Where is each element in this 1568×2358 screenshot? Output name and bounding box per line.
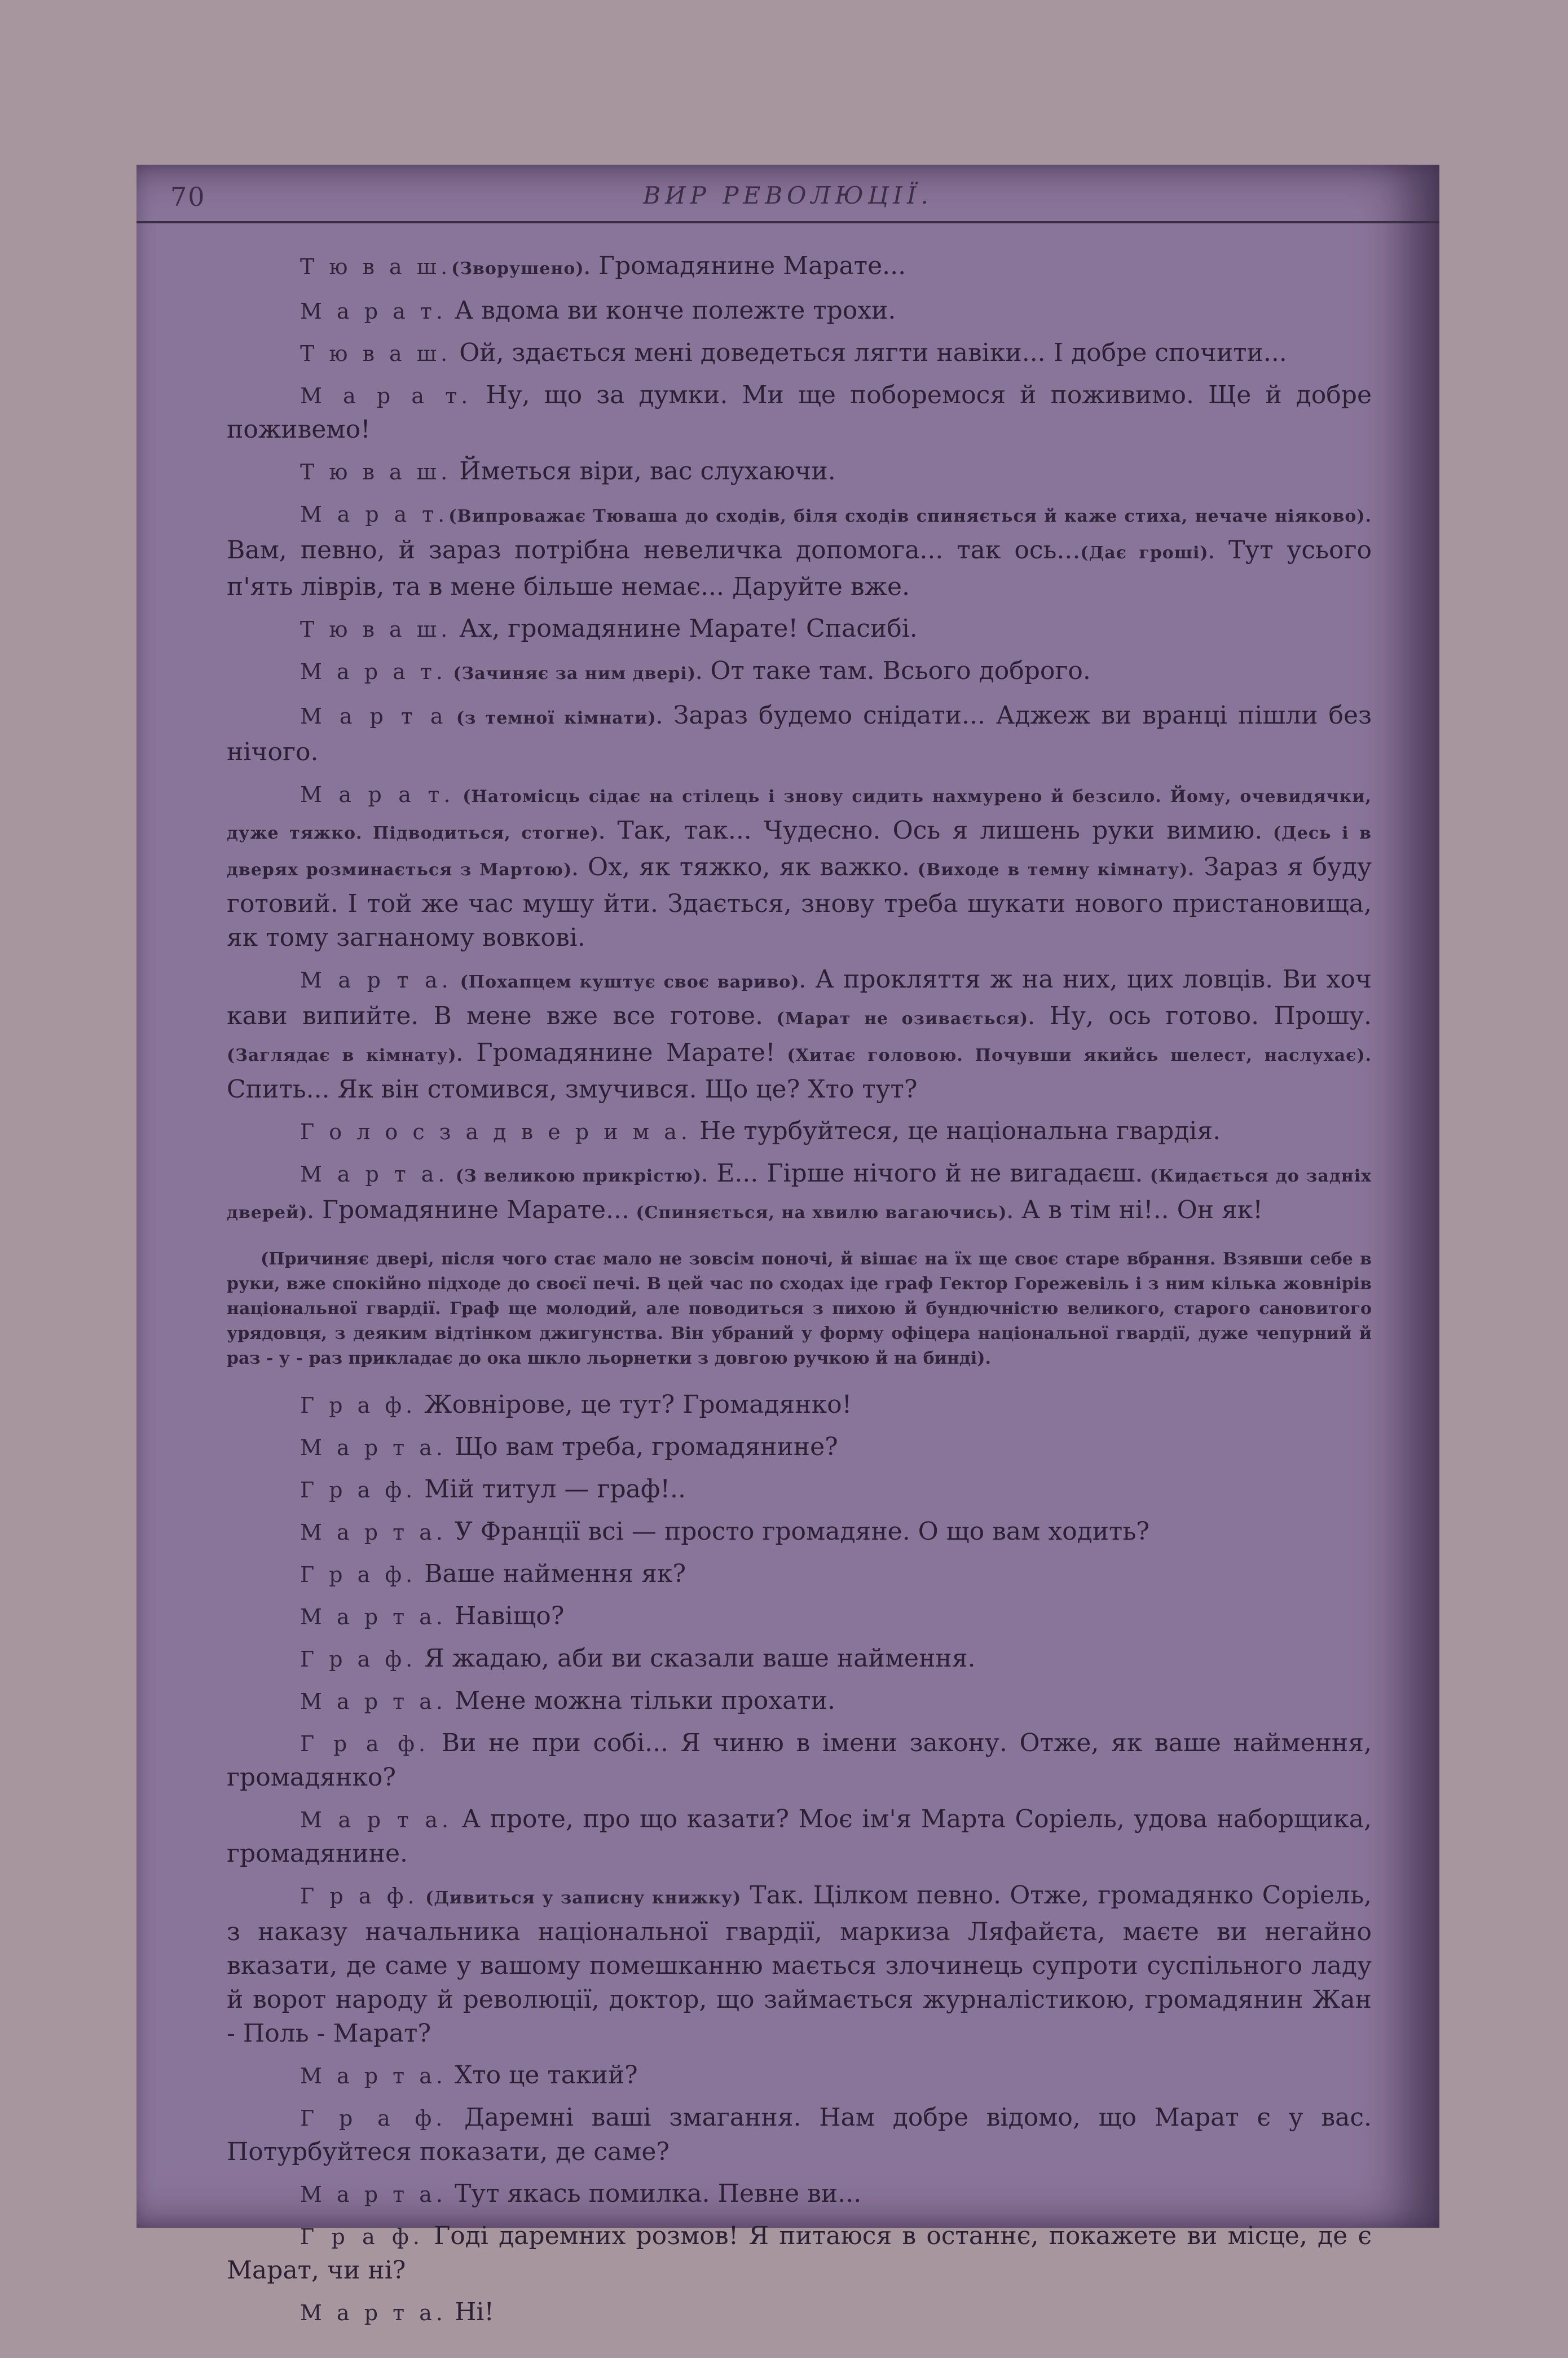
dialogue-line	[227, 1684, 1372, 1718]
speech-text: От таке там. Всього доброго.	[702, 656, 1091, 685]
dialogue-line	[227, 455, 1372, 489]
speaker-name: М а р т а.	[300, 1689, 447, 1714]
dialogue-line	[227, 1802, 1372, 1871]
speaker-name: Т ю в а ш.	[300, 617, 452, 642]
speech-text: Ну, ось готово. Прошу.	[1034, 1002, 1372, 1030]
speech-text: Навіщо?	[446, 1602, 565, 1630]
speech-text: Жовнірове, це тут? Громадянко!	[416, 1390, 852, 1419]
dialogue-line	[227, 249, 1372, 286]
speech-text: У Франції всі — просто громадяне. О що вам ходить?	[446, 1517, 1149, 1546]
speech-text: А в тім ні!.. Он як!	[1013, 1196, 1263, 1224]
stage-remark: (Випроважає Тюваша до сходів, біля сходів спиняється й каже стиха, нечаче ніяково).	[448, 506, 1372, 526]
speech-text: Мій титул — граф!..	[416, 1475, 686, 1504]
speaker-name: М а р а т.	[300, 782, 455, 807]
speech-text: Тут усього п'ять ліврів, та в мене більше немає... Даруйте вже.	[227, 536, 1372, 601]
stage-remark: (з темної кімнати).	[447, 708, 663, 728]
speaker-name: Т ю в а ш.	[300, 460, 452, 484]
dialogue-line	[227, 612, 1372, 646]
stage-remark: (З великою прикрістю).	[448, 1166, 708, 1186]
speaker-name: Г р а ф.	[300, 1393, 417, 1418]
speech-text: А проте, про що казати? Моє ім'я Марта Соріель, удова наборщика, громадянине.	[227, 1805, 1372, 1868]
dialogue-line	[227, 777, 1372, 955]
speech-text: Ні!	[446, 2298, 495, 2326]
speech-text: Так, так... Чудесно. Ось я лишень руки вимию.	[605, 816, 1263, 845]
speaker-name: Г р а ф.	[300, 1884, 419, 1909]
speaker-name: М а р т а.	[300, 968, 452, 993]
header-rule	[136, 221, 1439, 223]
speech-text: Даремні ваші змагання. Нам добре відомо, що Марат є у вас. Потурбуйтеся показати, де саме?	[227, 2103, 1372, 2166]
stage-remark: (Дивиться у записну книжку)	[418, 1888, 742, 1908]
dialogue-block-2	[227, 1388, 1372, 2330]
speaker-name: Г р а ф.	[300, 1562, 417, 1587]
dialogue-line	[227, 1473, 1372, 1507]
speech-text: Е... Гірше нічого й не вигадаєш.	[708, 1159, 1143, 1188]
stage-remark: (Заглядає в кімнату).	[227, 1046, 464, 1065]
speaker-name: Г р а ф.	[300, 2106, 447, 2131]
page-header	[136, 165, 1439, 221]
speaker-name: М а р т а.	[300, 1605, 447, 1629]
speech-text: А прокляття ж на них, цих ловців. Ви хоч кави випийте. В мене вже все готове.	[227, 965, 1372, 1030]
speaker-name: М а р т а.	[300, 1435, 447, 1460]
dialogue-line	[227, 2295, 1372, 2330]
page-number: 70	[170, 182, 206, 212]
dialogue-line	[227, 2177, 1372, 2211]
speaker-name: Г р а ф.	[300, 2224, 424, 2249]
dialogue-line	[227, 963, 1372, 1107]
dialogue-line	[227, 699, 1372, 769]
stage-remark: (Похапцем куштує своє вариво).	[452, 972, 806, 992]
speech-text: Ах, громадянине Марате! Спасибі.	[451, 614, 918, 643]
speech-text: Зараз будемо снідати... Аджеж ви вранці пішли без нічого.	[227, 701, 1372, 766]
dialogue-line	[227, 1157, 1372, 1230]
speech-text: Хто це такий?	[446, 2061, 638, 2090]
speech-text: Громадянине Марате!	[463, 1038, 776, 1067]
speaker-name: М а р т а	[300, 704, 447, 729]
speaker-name: М а р т а.	[300, 1520, 447, 1545]
dialogue-line	[227, 1726, 1372, 1795]
running-title: ВИР РЕВОЛЮЦІЇ.	[643, 182, 933, 209]
speech-text: Ой, здається мені доведеться лягти навіки... І добре спочити...	[451, 338, 1287, 367]
speaker-name: М а р а т.	[300, 659, 447, 684]
speaker-name: М а р т а.	[300, 2182, 447, 2207]
speaker-name: М а р т а.	[300, 2300, 447, 2325]
stage-remark: (Кидається до задніх дверей).	[227, 1166, 1372, 1223]
speech-text: Вам, певно, й зараз потрібна невеличка допомога... так ось...	[227, 536, 1081, 565]
speaker-name: М а р а т.	[300, 299, 447, 324]
dialogue-block-1	[227, 249, 1372, 1230]
speech-text: Тут якась помилка. Певне ви...	[446, 2179, 862, 2208]
dialogue-line	[227, 294, 1372, 328]
dialogue-line	[227, 1430, 1372, 1465]
speech-text: Годі даремних розмов! Я питаюся в останнє, покажете ви місце, де є Марат, чи ні?	[227, 2222, 1372, 2285]
speaker-name: М а р а т.	[300, 502, 449, 527]
speaker-name: Г р а ф.	[300, 1731, 430, 1756]
speaker-name: Т ю в а ш.	[300, 341, 452, 366]
stage-remark: (Хитає головою. Почувши якийсь шелест, наслухає).	[775, 1046, 1372, 1065]
speaker-name: Г о л о с з а д в е р и м а.	[300, 1120, 691, 1144]
speech-text: Громадянине Марате...	[591, 252, 906, 280]
speaker-name: Т ю в а ш.	[300, 254, 452, 279]
page-body	[227, 249, 1372, 2338]
speech-text: Я жадаю, аби ви сказали ваше наймення.	[416, 1644, 976, 1673]
stage-remark: (Дає гроші).	[1080, 543, 1215, 563]
dialogue-line	[227, 2219, 1372, 2288]
stage-remark: (Натомісць сідає на стілець і знову сидить нахмурено й безсило. Йому, очевидячки, дуже тяжко. Підводиться, стогне).	[227, 787, 1372, 843]
dialogue-line	[227, 654, 1372, 691]
dialogue-line	[227, 1114, 1372, 1149]
speech-text: Спить... Як він стомився, змучився.	[227, 1075, 697, 1104]
stage-direction: (Причиняє двері, після чого стає мало не зовсім поночі, й вішає на їх ще своє старе вбрання. Взявши себе в руки, вже спокійно підходе до своєї печі. В цей час по сходах іде граф Гектор Горежевіль і з ним кілька жовнірів національної гвардії. Граф ще молодий, але поводиться з пихою й бундючністю великого, старого сановитого урядовця, з деяким відтінком джигунства. Він убраний у форму офіцера національної гвардії, дуже чепурний й раз - у - раз прикладає до ока шкло льорнетки з довгою ручкою й на бинді).	[227, 1249, 1372, 1368]
speech-text: Йметься віри, вас слухаючи.	[451, 457, 836, 486]
speech-text: Мене можна тільки прохати.	[446, 1686, 835, 1715]
dialogue-line	[227, 1599, 1372, 1634]
speech-text: Ну, що за думки. Ми ще поборемося й поживимо. Ще й добре поживемо!	[227, 381, 1372, 444]
stage-remark: (Спиняється, на хвилю вагаючись).	[629, 1203, 1014, 1223]
dialogue-line	[227, 1642, 1372, 1676]
stage-remark: (Зворушено).	[451, 259, 591, 279]
dialogue-line	[227, 1879, 1372, 2051]
speech-text: Ваше наймення як?	[416, 1559, 686, 1588]
stage-remark: (Виходе в темну кімнату).	[909, 860, 1195, 880]
speech-text: Ви не при собі... Я чиню в імени закону. Отже, як ваше наймення, громадянко?	[227, 1729, 1372, 1792]
dialogue-line	[227, 378, 1372, 447]
speech-text: Громадянине Марате...	[314, 1196, 629, 1224]
dialogue-line	[227, 2059, 1372, 2093]
speaker-name: М а р т а.	[300, 1162, 449, 1187]
speech-text: Що вам треба, громадянине?	[446, 1433, 838, 1461]
dialogue-line	[227, 1515, 1372, 1549]
stage-remark: (Марат не озивається).	[763, 1009, 1035, 1029]
stage-remark: (Зачиняє за ним двері).	[446, 664, 703, 684]
speech-text: Не турбуйтеся, це національна гвардія.	[691, 1117, 1221, 1145]
speaker-name: М а р т а.	[300, 2064, 447, 2088]
stage-remark: (Десь і в дверях розминається з Мартою).	[227, 823, 1372, 880]
speech-text: Що це? Хто тут?	[697, 1075, 918, 1104]
speech-text: Так. Цілком певно. Отже, громадянко Соріель, з наказу начальника національної гвардії, маркиза Ляфайєта, маєте ви негайно вказати, де саме у вашому помешканню мається злочинець супроти суспільного ладу й ворот народу й революції, доктор, що займається журналістикою, громадянин Жан - Поль - Марат?	[227, 1881, 1372, 2048]
dialogue-line	[227, 1557, 1372, 1592]
speech-text: Ох, як тяжко, як важко.	[578, 853, 910, 882]
speaker-name: М а р т а.	[300, 1808, 453, 1832]
dialogue-line	[227, 1388, 1372, 1422]
speaker-name: М а р а т.	[300, 384, 472, 408]
dialogue-line	[227, 2101, 1372, 2169]
speaker-name: Г р а ф.	[300, 1647, 417, 1672]
book-page	[136, 165, 1439, 2326]
speech-text: А вдома ви конче полежте трохи.	[446, 296, 896, 325]
speech-text: Зараз я буду готовий. І той же час мушу йти. Здається, знову треба шукати нового пристановища, як тому загнаному вовкові.	[227, 853, 1372, 952]
speaker-name: Г р а ф.	[300, 1478, 417, 1502]
dialogue-line	[227, 497, 1372, 604]
dialogue-line	[227, 336, 1372, 371]
